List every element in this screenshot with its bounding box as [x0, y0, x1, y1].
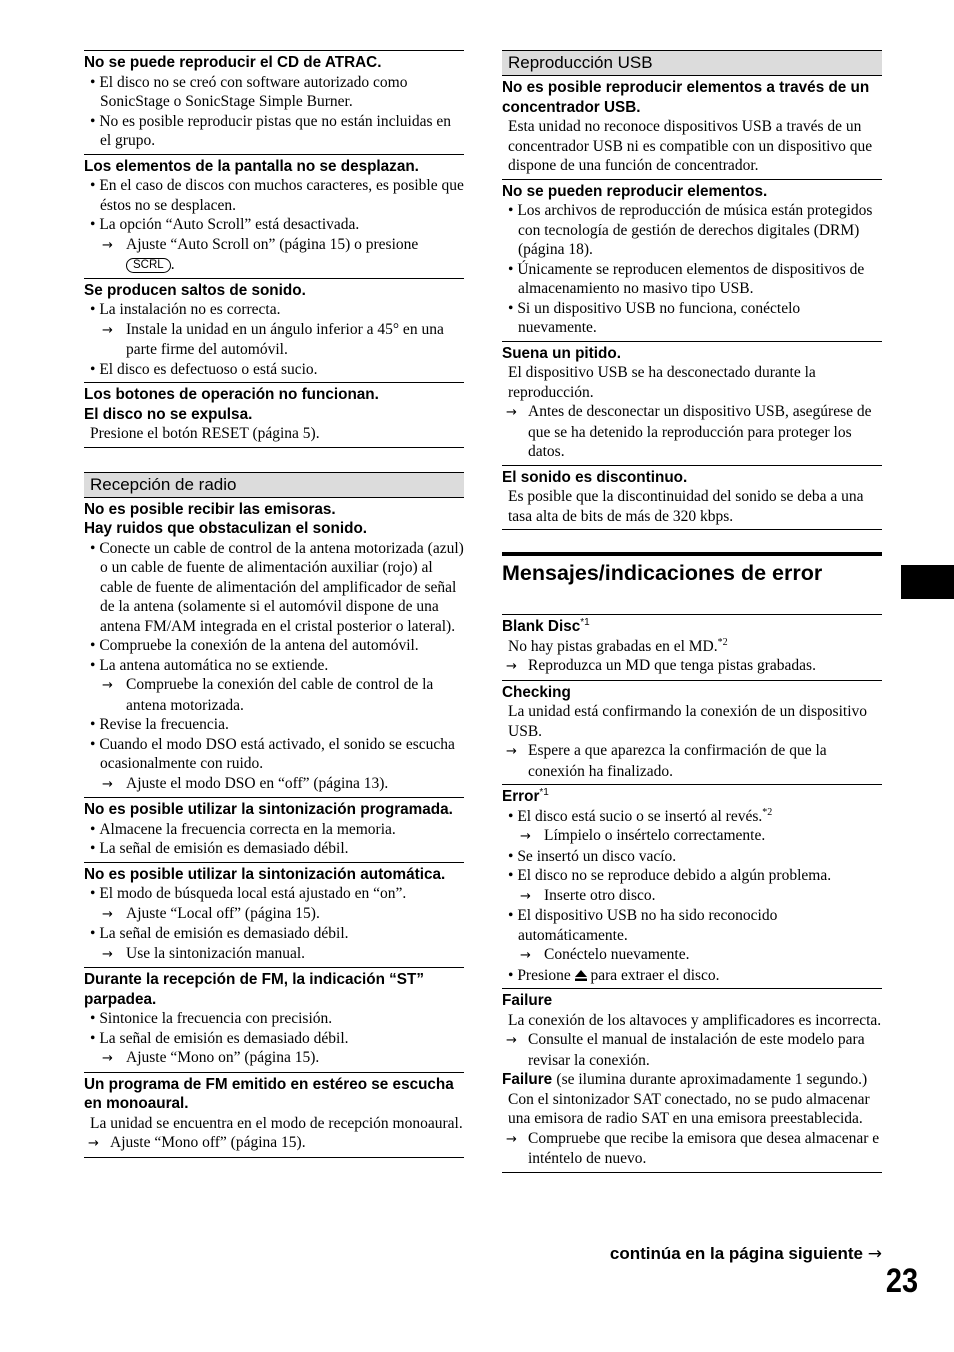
- bullet: • La señal de emisión es demasiado débil.: [84, 924, 464, 944]
- heading-note: (se ilumina durante aproximadamente 1 segundo.): [556, 1071, 868, 1088]
- bullet: • El disco es defectuoso o está sucio.: [84, 360, 464, 380]
- error-entry: [502, 784, 882, 988]
- bullet: • La señal de emisión es demasiado débil.: [84, 839, 464, 859]
- paragraph: La unidad está confirmando la conexión de un dispositivo USB.: [508, 703, 867, 740]
- bullet: • El disco no se reproduce debido a algún problema.: [502, 866, 882, 886]
- action: → Conéctelo nuevamente.: [502, 945, 882, 966]
- entry-heading: No se puede reproducir el CD de ATRAC.: [84, 54, 382, 71]
- bullet-text: El disco está sucio o se insertó al revés.: [517, 807, 763, 825]
- right-column: [502, 50, 882, 1173]
- action-text: Ajuste “Auto Scroll on” (página 15) o presione: [126, 235, 419, 253]
- period: .: [170, 256, 175, 273]
- bullet: • Almacene la frecuencia correcta en la memoria.: [84, 820, 464, 840]
- beep-entry: [502, 341, 882, 465]
- arrow-right-icon: →: [867, 1244, 882, 1264]
- action: → Límpielo o insértelo correctamente.: [502, 826, 882, 847]
- left-column: [84, 50, 464, 1158]
- action: → Compruebe que recibe la emisora que desea almacenar e inténtelo de nuevo.: [502, 1129, 882, 1169]
- atrac-entry: [84, 50, 464, 154]
- footnote-mark: *1: [539, 786, 549, 798]
- mono-entry: [84, 1072, 464, 1158]
- errors-title: Mensajes/indicaciones de error: [502, 552, 882, 614]
- bullet: • En el caso de discos con muchos caracteres, es posible que éstos no se desplacen.: [84, 176, 464, 215]
- scrl-key: SCRL: [126, 258, 171, 273]
- noplay-entry: [502, 179, 882, 341]
- bullet: • No es posible reproducir pistas que no están incluidas en el grupo.: [84, 112, 464, 151]
- action: → Inserte otro disco.: [502, 886, 882, 907]
- footnote-mark: *2: [717, 636, 728, 648]
- footnote-mark: *1: [580, 616, 590, 628]
- bullet: • La señal de emisión es demasiado débil.: [84, 1029, 464, 1049]
- paragraph-text: No hay pistas grabadas en el MD.: [508, 637, 718, 655]
- checking-entry: [502, 680, 882, 785]
- skips-entry: [84, 278, 464, 383]
- bullet: • Si un dispositivo USB no funciona, conéctelo nuevamente.: [502, 299, 882, 338]
- paragraph: Con el sintonizador SAT conectado, no se pudo almacenar una emisora de radio SAT en una emisora preestablecida.: [508, 1090, 870, 1127]
- action: → Ajuste el modo DSO en “off” (página 13).: [84, 774, 464, 795]
- failure-entry: [502, 988, 882, 1173]
- entry-heading: Durante la recepción de FM, la indicación “ST” parpadea.: [84, 971, 425, 1008]
- entry-heading: [502, 1070, 882, 1090]
- stations-entry: [84, 498, 464, 798]
- entry-heading: Los botones de operación no funcionan.: [84, 386, 379, 403]
- auto-entry: [84, 862, 464, 968]
- paragraph: Esta unidad no reconoce dispositivos USB a través de un concentrador USB ni es compatible con un dispositivo que dispone de una función de concentrador.: [508, 118, 873, 174]
- bullet-text: para extraer el disco.: [590, 966, 720, 984]
- entry-heading: No es posible utilizar la sintonización automática.: [84, 865, 446, 883]
- continues-note: [502, 1244, 882, 1264]
- eject-icon: [575, 970, 587, 981]
- heading-text: Blank Disc: [502, 618, 581, 635]
- paragraph: La unidad se encuentra en el modo de recepción monoaural.: [90, 1114, 463, 1132]
- action: → Espere a que aparezca la confirmación de que la conexión ha finalizado.: [502, 741, 882, 781]
- entry-heading: No se pueden reproducir elementos.: [502, 182, 768, 200]
- entry-heading: [502, 787, 882, 807]
- footnote-mark: *2: [762, 806, 773, 818]
- bullet: • El modo de búsqueda local está ajustado en “on”.: [84, 884, 464, 904]
- bullet: • Conecte un cable de control de la antena motorizada (azul) o un cable de fuente de alimentación auxiliar (rojo) al cable de fuente de alimentación del amplificador de señal de la antena (solamente si el automóvil dispone de una antena FM/AM integrada en el cristal posterior o lateral).: [84, 539, 464, 637]
- bullet: [502, 966, 882, 986]
- heading-text: Failure: [502, 1071, 553, 1088]
- paragraph: La conexión de los altavoces y amplificadores es incorrecta.: [508, 1011, 882, 1029]
- entry-heading: [502, 617, 882, 637]
- action: → Compruebe la conexión del cable de control de la antena motorizada.: [84, 675, 464, 715]
- bullet: • El dispositivo USB no ha sido reconocido automáticamente.: [502, 906, 882, 945]
- section-tab-marker: [901, 565, 954, 599]
- entry-heading: No es posible utilizar la sintonización programada.: [84, 801, 453, 818]
- bullet: • Los archivos de reproducción de música están protegidos con tecnología de gestión de derechos digitales (DRM) (página 18).: [502, 201, 882, 260]
- scroll-entry: [84, 154, 464, 278]
- bullet-text: Presione: [517, 966, 571, 984]
- entry-heading: El disco no se expulsa.: [84, 405, 253, 423]
- blank-disc-entry: [502, 614, 882, 680]
- action: → Reproduzca un MD que tenga pistas grabadas.: [502, 656, 882, 677]
- entry-heading: Un programa de FM emitido en estéreo se escucha en monoaural.: [84, 1075, 454, 1112]
- entry-heading: Failure: [502, 992, 553, 1009]
- bullet: • La opción “Auto Scroll” está desactivada.: [84, 215, 464, 235]
- heading-text: Error: [502, 788, 540, 805]
- entry-heading: Los elementos de la pantalla no se desplazan.: [84, 157, 419, 175]
- paragraph: [502, 637, 882, 657]
- action: → Ajuste “Mono on” (página 15).: [84, 1048, 464, 1069]
- action: → Ajuste “Local off” (página 15).: [84, 904, 464, 925]
- bullet: • Se insertó un disco vacío.: [502, 847, 882, 867]
- buttons-entry: [84, 382, 464, 448]
- continues-text: continúa en la página siguiente: [609, 1244, 864, 1263]
- entry-heading: Suena un pitido.: [502, 344, 621, 362]
- entry-heading: No es posible reproducir elementos a través de un concentrador USB.: [502, 79, 870, 116]
- bullet: • Cuando el modo DSO está activado, el sonido se escucha ocasionalmente con ruido.: [84, 735, 464, 774]
- action: [84, 235, 464, 275]
- bullet: • El disco no se creó con software autorizado como SonicStage o SonicStage Simple Burner.: [84, 73, 464, 112]
- bullet: • Únicamente se reproducen elementos de dispositivos de almacenamiento no masivo tipo USB.: [502, 260, 882, 299]
- page-number: 23: [885, 1262, 919, 1300]
- entry-heading: Hay ruidos que obstaculizan el sonido.: [84, 520, 368, 537]
- bullet: • La antena automática no se extiende.: [84, 656, 464, 676]
- bullet: • Compruebe la conexión de la antena del automóvil.: [84, 636, 464, 656]
- preset-entry: [84, 797, 464, 862]
- section-radio: Recepción de radio: [84, 472, 464, 498]
- entry-heading: No es posible recibir las emisoras.: [84, 500, 336, 518]
- action: → Ajuste “Mono off” (página 15).: [84, 1133, 464, 1154]
- entry-heading: Checking: [502, 683, 571, 701]
- paragraph: Presione el botón RESET (página 5).: [90, 425, 320, 442]
- entry-heading: Se producen saltos de sonido.: [84, 281, 306, 299]
- discont-entry: [502, 465, 882, 531]
- bullet: [502, 807, 882, 827]
- bullet: • La instalación no es correcta.: [84, 300, 464, 320]
- st-entry: [84, 967, 464, 1072]
- paragraph: El dispositivo USB se ha desconectado durante la reproducción.: [508, 364, 816, 401]
- bullet: • Sintonice la frecuencia con precisión.: [84, 1009, 464, 1029]
- action: → Use la sintonización manual.: [84, 944, 464, 965]
- entry-heading: El sonido es discontinuo.: [502, 468, 688, 486]
- action: → Antes de desconectar un dispositivo USB, asegúrese de que se ha detenido la reproducción para proteger los datos.: [502, 402, 882, 462]
- action: → Instale la unidad en un ángulo inferior a 45° en una parte firme del automóvil.: [84, 320, 464, 360]
- action: → Consulte el manual de instalación de este modelo para revisar la conexión.: [502, 1030, 882, 1070]
- hub-entry: [502, 76, 882, 179]
- section-usb: Reproducción USB: [502, 50, 882, 76]
- bullet: • Revise la frecuencia.: [84, 715, 464, 735]
- paragraph: Es posible que la discontinuidad del sonido se deba a una tasa alta de bits de más de 320 kbps.: [508, 488, 864, 525]
